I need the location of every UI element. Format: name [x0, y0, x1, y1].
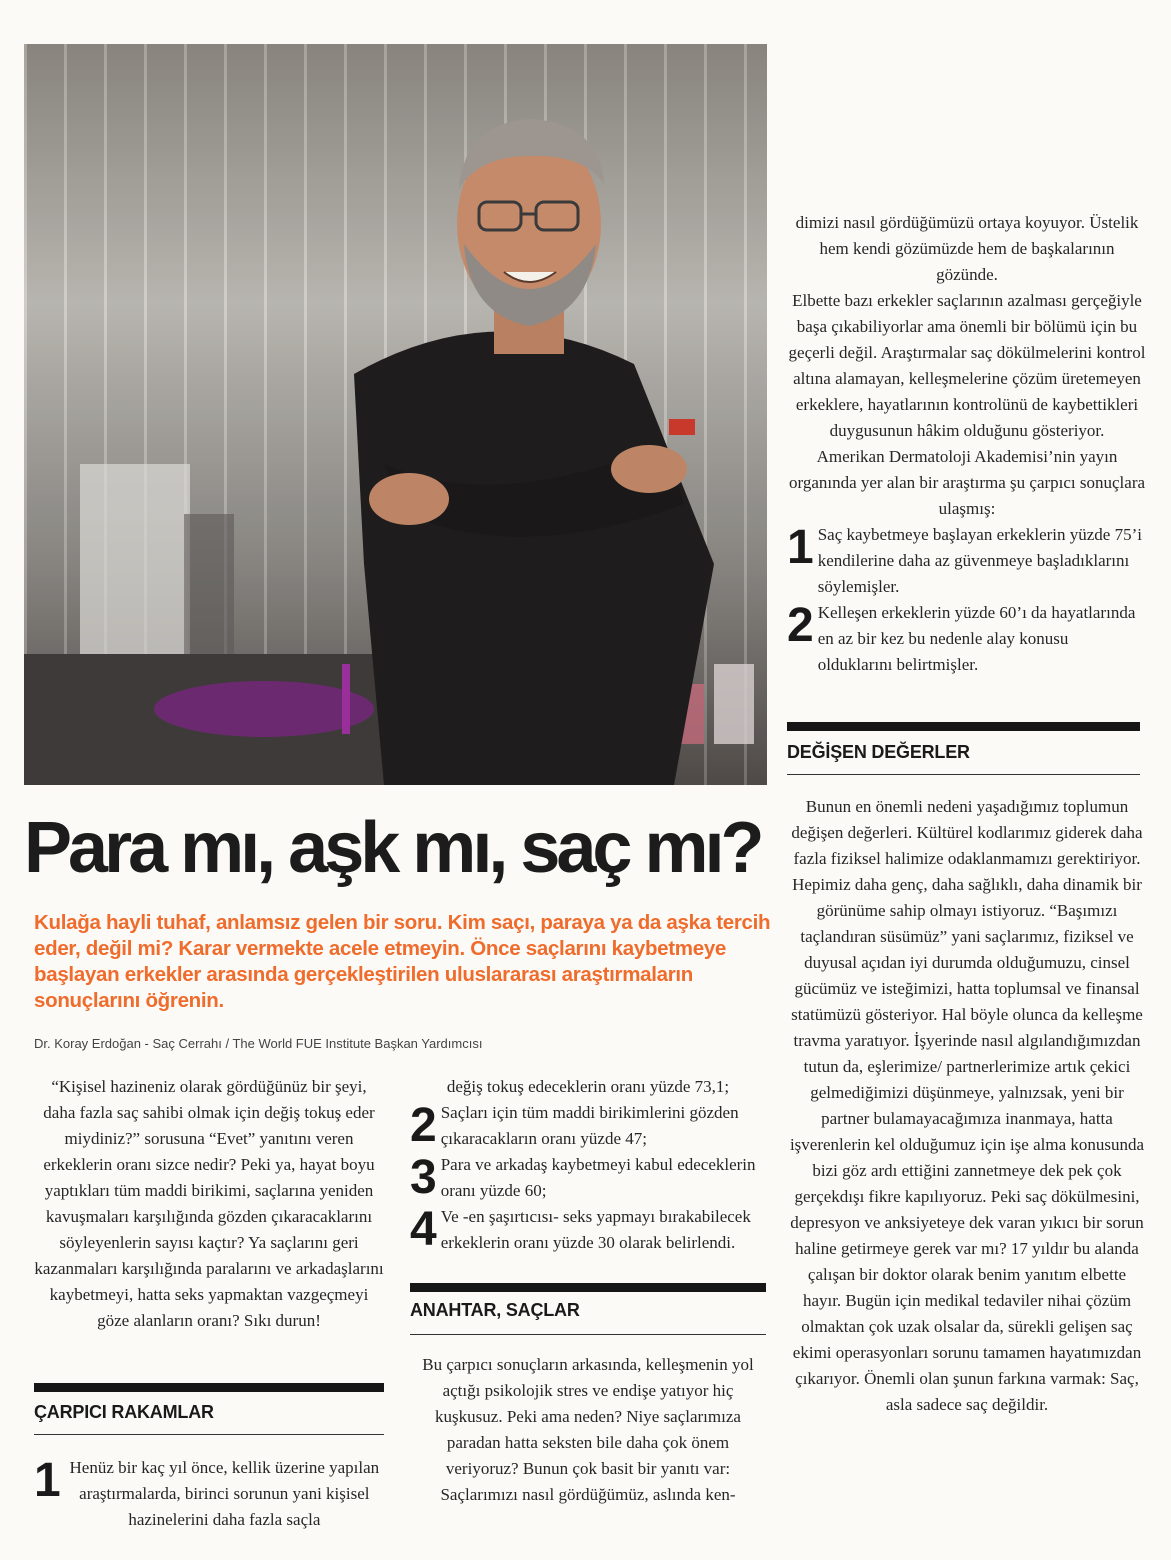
heading-degisen-degerler: DEĞİŞEN DEĞERLER [787, 742, 970, 762]
stat-text: Ve -en şaşırtıcısı- seks yapmayı bırakabilecek erkeklerin oranı yüzde 30 olarak belirlendi. [440, 1207, 751, 1252]
section-rule [410, 1283, 766, 1292]
section-rule [787, 722, 1140, 731]
stat-text: Para ve arkadaş kaybetmeyi kabul edeceklerin oranı yüzde 60; [440, 1155, 756, 1200]
section-underline [34, 1434, 384, 1435]
stat-item-2 [787, 600, 1147, 678]
stat-text: Henüz bir kaç yıl önce, kellik üzerine yapılan araştırmalarda, birinci sorunun yani kişisel hazinelerini daha fazla saçla [69, 1458, 380, 1529]
byline: Dr. Koray Erdoğan - Saç Cerrahı / The World FUE Institute Başkan Yardımcısı [34, 1036, 483, 1051]
stat-text: Kelleşen erkeklerin yüzde 60’ı da hayatlarında en az bir kez bu nedenle alay konusu olduklarını belirtmişler. [817, 603, 1136, 674]
column-2-body [410, 1352, 766, 1508]
stat-number: 2 [787, 599, 814, 652]
article-lede: Kulağa hayli tuhaf, anlamsız gelen bir soru. Kim saçı, paraya ya da aşka tercih eder, değil mi? Karar vermekte acele etmeyin. Önce saçlarını kaybetmeye başlayan erkekler arasında gerçekleştirilen uluslararası araştırmaların sonuçlarını öğrenin. [34, 911, 771, 1012]
heading-anahtar-saclar: ANAHTAR, SAÇLAR [410, 1300, 580, 1320]
column-1-intro [34, 1074, 384, 1334]
stat-item-3 [410, 1152, 766, 1204]
stat-text: Saç kaybetmeye başlayan erkeklerin yüzde 75’i kendilerine daha az güvenmeye başladıklarını söylemişler. [817, 525, 1142, 596]
column-3-top [787, 210, 1147, 678]
article-title: Para mı, aşk mı, saç mı? [24, 808, 761, 888]
continued-text: değiş tokuş edeceklerin oranı yüzde 73,1; [446, 1077, 730, 1096]
section-underline [787, 774, 1140, 775]
stat-number: 1 [34, 1454, 61, 1507]
section-rule [34, 1383, 384, 1392]
paragraph-2: Elbette bazı erkekler saçlarının azalması gerçeğiyle başa çıkabiliyorlar ama önemli bir bölümü için bu geçerli değil. Araştırmalar saç dökülmelerini kontrol altına alamayan, kelleşmelerine çözüm üretemeyen erkeklere, hayatlarının kontrolünü de kaybettikleri duygusunun hâkim olduğunu gösteriyor. [788, 291, 1146, 440]
stat-text: Saçları için tüm maddi birikimlerini gözden çıkaracakların oranı yüzde 47; [440, 1103, 739, 1148]
stat-item-2 [410, 1100, 766, 1152]
paragraph-3: Amerikan Dermatoloji Akademisi’nin yayın organında yer alan bir araştırma şu çarpıcı sonuçlara ulaşmış: [788, 447, 1146, 518]
body-paragraph: Bu çarpıcı sonuçların arkasında, kelleşmenin yol açtığı psikolojik stres ve endişe yatıyor hiç kuşkusuz. Peki ama neden? Niye saçlarımıza paradan hatta seksten bile daha çok önem veriyoruz? Bunun çok basit bir yanıtı var: Saçlarımızı nasıl gördüğümüz, aslında ken- [422, 1355, 754, 1504]
section-underline [410, 1334, 766, 1335]
paragraph-1: dimizi nasıl gördüğümüzü ortaya koyuyor. Üstelik hem kendi gözümüzde hem de başkalarının gözünde. [795, 213, 1139, 284]
stat-item-4 [410, 1204, 766, 1256]
column-2-stats [410, 1074, 766, 1256]
doctor-photo [24, 44, 767, 785]
heading-carpici-rakamlar: ÇARPICI RAKAMLAR [34, 1402, 214, 1422]
stat-item-1 [787, 522, 1147, 600]
column-3-body [787, 794, 1147, 1418]
doctor-illustration [24, 44, 767, 785]
stat-number: 2 [410, 1099, 437, 1152]
body-paragraph: Bunun en önemli nedeni yaşadığımız toplumun değişen değerleri. Kültürel kodlarımız giderek daha fazla fiziksel halimize odaklanmamızı gerektiriyor. Hepimiz daha genç, daha sağlıklı, daha dinamik bir görünüme sahip olmayı istiyoruz. “Başımızı taçlandıran süsümüz” yani saçlarımız, fiziksel ve duyusal açıdan iyi durumda olduğumuzu, cinsel gücümüz ve isteğimizi, hatta toplumsal ve finansal statümüzü gösteriyor. Hal böyle olunca da kelleşme travma yaratıyor. İşyerinde nasıl algılandığımızdan tutun da, eşlerimize/ partnerlerimize artık çekici gelmediğimizi düşünmeye, yalnızsak, yeni bir partner bulamayacağımıza inanmaya, hatta işverenlerin kel olduğumuz için işe alma konusunda bizi göz ardı ettiğini zannetmeye dek pek çok gerçekdışı fikre kapılıyoruz. Peki saç dökülmesini, depresyon ve anksiyeteye dek varan yıkıcı bir sorun haline getirmeye gerek var mı? 17 yıldır bu alanda çalışan bir doktor olarak benim yanıtım elbette hayır. Bugün için medikal tedaviler nihai çözüm olmaktan çok uzak olsalar da, sürekli gelişen saç ekimi operasyonları sorunu tamamen hayatımızdan çıkarıyor. Önemli olan şunun farkına varmak: Saç, asla sadece saç değildir. [789, 797, 1145, 1414]
stat-number: 3 [410, 1151, 437, 1204]
stat-number: 1 [787, 521, 814, 574]
intro-paragraph: “Kişisel hazineniz olarak gördüğünüz bir şeyi, daha fazla saç sahibi olmak için değiş tokuş eder miydiniz?” sorusuna “Evet” yanıtını veren erkeklerin oranı sizce nedir? Peki ya, hayat boyu yaptıkları tüm maddi birikimi, saçlarına yeniden kavuşmaları karşılığında gözden çıkaracaklarını söyleyenlerin sayısı kaçtır? Ya saçlarını geri kazanmaları karşılığında paralarını ve arkadaşlarını kaybetmeyi, hatta seks yapmaktan vazgeçmeyi göze alanların oranı? Sıkı durun! [34, 1077, 384, 1330]
stat-item-1 [34, 1455, 384, 1533]
column-1-item [34, 1455, 384, 1533]
stat-number: 4 [410, 1203, 437, 1256]
